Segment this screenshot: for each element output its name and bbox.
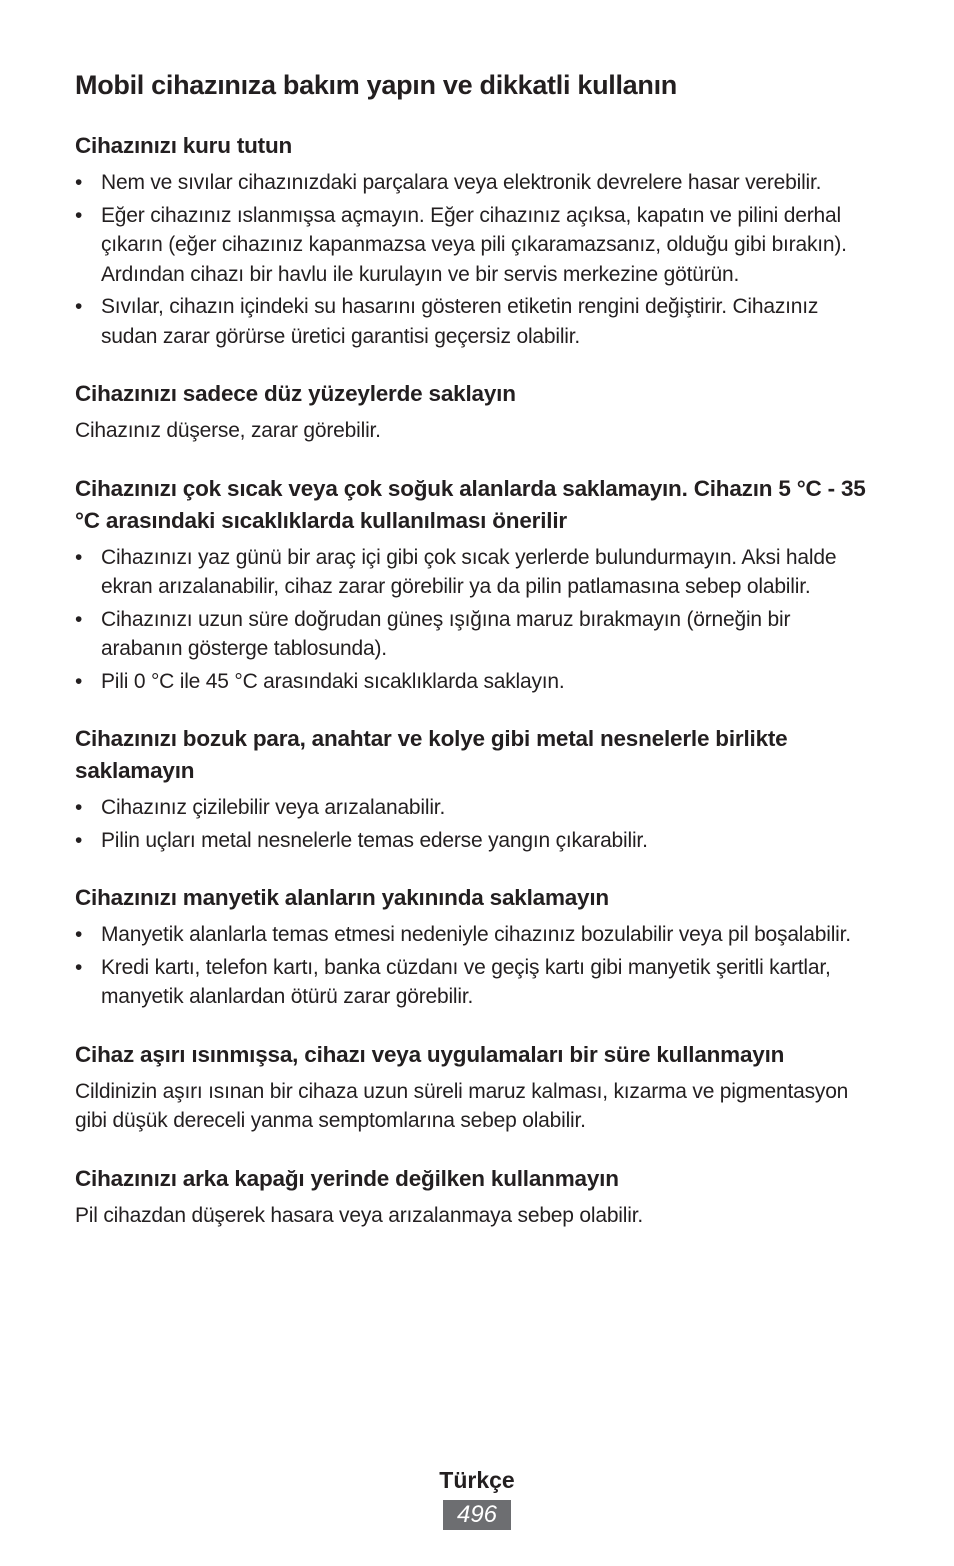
section-magnetic-fields xyxy=(75,882,875,1012)
section-heading: Cihazınızı kuru tutun xyxy=(75,133,293,158)
page-footer xyxy=(0,1462,954,1530)
section-heading: Cihazınızı bozuk para, anahtar ve kolye gibi metal nesnelerle birlikte saklamayın xyxy=(75,726,788,783)
section-back-cover xyxy=(75,1163,875,1231)
list-item: • Cihazınız çizilebilir veya arızalanabilir. xyxy=(75,793,875,823)
section-flat-surfaces xyxy=(75,378,875,446)
section-text: Cildinizin aşırı ısınan bir cihaza uzun süreli maruz kalması, kızarma ve pigmentasyon gibi düşük dereceli yanma semptomlarına sebep olabilir. xyxy=(75,1079,849,1132)
bullet-list xyxy=(75,920,875,1012)
section-heading: Cihazınızı arka kapağı yerinde değilken kullanmayın xyxy=(75,1165,619,1191)
list-item: • Pili 0 °C ile 45 °C arasındaki sıcaklıklarda saklayın. xyxy=(75,667,875,697)
list-item: • Nem ve sıvılar cihazınızdaki parçalara veya elektronik devrelere hasar verebilir. xyxy=(75,168,875,198)
bullet-list xyxy=(75,543,875,697)
page-number-badge: 496 xyxy=(443,1500,511,1530)
section-text: Pil cihazdan düşerek hasara veya arızalanmaya sebep olabilir. xyxy=(75,1203,643,1227)
list-item: • Sıvılar, cihazın içindeki su hasarını gösteren etiketin rengini değiştirir. Cihazınız sudan zarar görürse üretici garantisi geçersiz olabilir. xyxy=(75,292,875,351)
page-title: Mobil cihazınıza bakım yapın ve dikkatli kullanın xyxy=(75,70,677,100)
bullet-list xyxy=(75,168,875,351)
footer-language: Türkçe xyxy=(439,1467,515,1493)
list-item: • Manyetik alanlarla temas etmesi nedeniyle cihazınız bozulabilir veya pil boşalabilir. xyxy=(75,920,875,950)
section-metal-objects xyxy=(75,723,875,855)
section-heading: Cihazınızı çok sıcak veya çok soğuk alanlarda saklamayın. Cihazın 5 °C - 35 °C arasındaki sıcaklıklarda kullanılması önerilir xyxy=(75,475,866,533)
section-heading: Cihaz aşırı ısınmışsa, cihazı veya uygulamaları bir süre kullanmayın xyxy=(75,1041,785,1067)
section-heading: Cihazınızı manyetik alanların yakınında saklamayın xyxy=(75,885,609,910)
section-overheating xyxy=(75,1039,875,1136)
list-item: • Kredi kartı, telefon kartı, banka cüzdanı ve geçiş kartı gibi manyetik şeritli kartlar, manyetik alanlardan ötürü zarar görebilir. xyxy=(75,953,875,1012)
section-keep-dry xyxy=(75,130,875,351)
bullet-list xyxy=(75,793,875,855)
list-item: • Cihazınızı uzun süre doğrudan güneş ışığına maruz bırakmayın (örneğin bir arabanın gösterge tablosunda). xyxy=(75,605,875,664)
list-item: • Pilin uçları metal nesnelerle temas ederse yangın çıkarabilir. xyxy=(75,826,875,856)
section-temperature xyxy=(75,473,875,697)
section-heading: Cihazınızı sadece düz yüzeylerde saklayın xyxy=(75,381,516,406)
page-content xyxy=(75,70,875,1257)
list-item: • Eğer cihazınız ıslanmışsa açmayın. Eğer cihazınız açıksa, kapatın ve pilini derhal çıkarın (eğer cihazınız kapanmazsa veya pili çıkaramazsanız, olduğu gibi bırakın). Ardından cihazı bir havlu ile kurulayın ve bir servis merkezine götürün. xyxy=(75,201,875,290)
list-item: • Cihazınızı yaz günü bir araç içi gibi çok sıcak yerlerde bulundurmayın. Aksi halde ekran arızalanabilir, cihaz zarar görebilir ya da pilin patlamasına sebep olabilir. xyxy=(75,543,875,602)
section-text: Cihazınız düşerse, zarar görebilir. xyxy=(75,419,381,442)
